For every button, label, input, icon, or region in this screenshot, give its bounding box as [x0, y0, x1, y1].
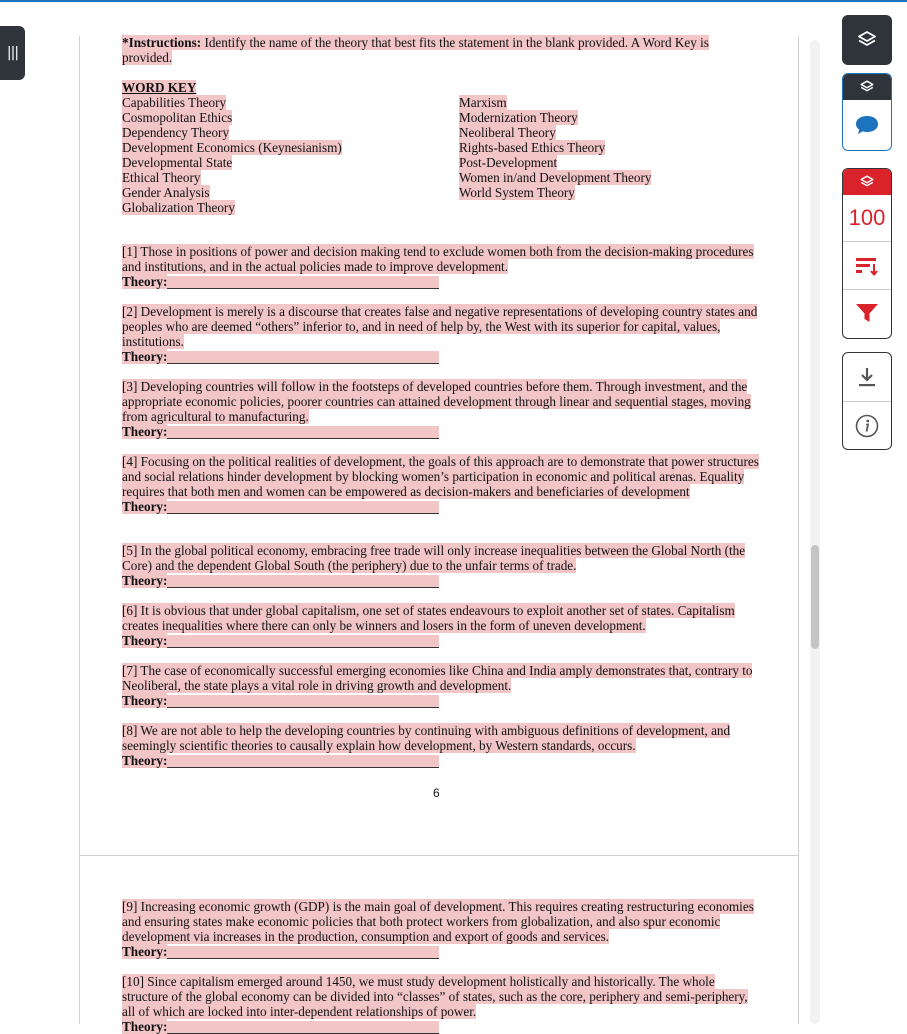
- question-text: [1] Those in positions of power and decision making tend to exclude women both from the decision-making procedures and institutions, and in the actual policies made to improve development.: [122, 244, 754, 274]
- page-border-right: [798, 36, 799, 1024]
- word-key-item: Women in/and Development Theory: [459, 170, 652, 185]
- highlight-count-value: 100: [848, 205, 886, 230]
- filter-button[interactable]: [843, 289, 891, 336]
- theory-label: Theory:: [122, 573, 168, 588]
- question-item: [122, 974, 762, 1034]
- answer-blank[interactable]: [167, 426, 439, 439]
- answer-blank[interactable]: [167, 351, 439, 364]
- download-icon: [856, 365, 878, 389]
- word-key-item: Capabilities Theory: [122, 95, 227, 110]
- instructions-label: *Instructions:: [122, 35, 202, 50]
- question-text: [5] In the global political economy, embracing free trade will only increase inequalities between the Global North (the Core) and the dependent Global South (the periphery) due to the unfair terms of trade.: [122, 543, 746, 573]
- scrollbar-thumb[interactable]: [811, 545, 819, 649]
- theory-label: Theory:: [122, 424, 168, 439]
- answer-blank[interactable]: [167, 635, 439, 648]
- word-key-right-column: [459, 95, 651, 200]
- page-separator: [79, 855, 799, 856]
- answer-blank[interactable]: [167, 946, 439, 959]
- theory-label: Theory:: [122, 274, 168, 289]
- theory-label: Theory:: [122, 944, 168, 959]
- word-key-item: Globalization Theory: [122, 200, 235, 215]
- answer-blank[interactable]: [167, 695, 439, 708]
- question-text: [9] Increasing economic growth (GDP) is the main goal of development. This requires creating restructuring economies and ensuring states make economic policies that both protect workers from globalization, and also spur economic development via increases in the production, consumption and export of goods and services.: [122, 899, 754, 944]
- layers-icon: [859, 79, 875, 95]
- word-key-item: Developmental State: [122, 155, 233, 170]
- page-border-left: [79, 36, 80, 1024]
- question-item: [122, 723, 762, 768]
- question-item: [122, 603, 762, 648]
- question-text: [4] Focusing on the political realities of development, the goals of this approach are to demonstrate that power structures and social relations hinder development by blocking women’s participation in economic and political arenas. Equality requires that both men and women can be empowered as decision-makers and beneficiaries of development: [122, 454, 759, 499]
- word-key-item: Ethical Theory: [122, 170, 201, 185]
- layers-icon: [859, 174, 875, 190]
- word-key-item: Post-Development: [459, 155, 558, 170]
- top-accent-line: [0, 0, 907, 2]
- sort-button[interactable]: [843, 241, 891, 289]
- word-key-item: World System Theory: [459, 185, 575, 200]
- download-button[interactable]: [843, 353, 891, 401]
- scrollbar-track[interactable]: [810, 40, 820, 1024]
- word-key-item: Rights-based Ethics Theory: [459, 140, 606, 155]
- theory-label: Theory:: [122, 1019, 168, 1034]
- highlights-panel-group: [842, 168, 892, 339]
- word-key-item: Neoliberal Theory: [459, 125, 556, 140]
- word-key-item: Dependency Theory: [122, 125, 230, 140]
- sidebar-toggle-button[interactable]: |||: [0, 26, 25, 80]
- question-text: [8] We are not able to help the developing countries by continuing with ambiguous definitions of development, and seemingly scientific theories to causally explain how development, by Western standards, occurs.: [122, 723, 731, 753]
- info-icon: [854, 413, 880, 439]
- comments-button[interactable]: [843, 100, 891, 149]
- question-item: [122, 244, 762, 289]
- answer-blank[interactable]: [167, 276, 439, 289]
- question-text: [10] Since capitalism emerged around 1450, we must study development holistically and historically. The whole structure of the global economy can be divided into “classes” of states, such as the core, periphery and semi-periphery, all of which are locked into inter-dependent relationships of power.: [122, 974, 748, 1019]
- theory-label: Theory:: [122, 349, 168, 364]
- sort-icon: [854, 255, 880, 277]
- layers-button[interactable]: [842, 15, 892, 65]
- question-text: [6] It is obvious that under global capitalism, one set of states endeavours to exploit another set of states. Capitalism creates inequalities where there can only be winners and losers in the form of uneven development.: [122, 603, 735, 633]
- instructions: [122, 35, 762, 65]
- comment-icon: [854, 114, 880, 136]
- word-key-left-column: [122, 95, 342, 215]
- theory-label: Theory:: [122, 753, 168, 768]
- word-key-item: Gender Analysis: [122, 185, 210, 200]
- theory-label: Theory:: [122, 633, 168, 648]
- question-item: [122, 899, 762, 959]
- instructions-text: Identify the name of the theory that best fits the statement in the blank provided. A Word Key is provided.: [122, 35, 709, 65]
- word-key-item: Development Economics (Keynesianism): [122, 140, 342, 155]
- question-text: [3] Developing countries will follow in the footsteps of developed countries before them. Through investment, and the appropriate economic policies, poorer countries can attained development through linear and sequential stages, moving from agricultural to manufacturing.: [122, 379, 751, 424]
- question-item: [122, 454, 762, 514]
- utility-panel-group: [842, 352, 892, 450]
- answer-blank[interactable]: [167, 501, 439, 514]
- answer-blank[interactable]: [167, 1021, 439, 1034]
- question-text: [2] Development is merely is a discourse that creates false and negative representations of developing country states and peoples who are deemed “others” inferior to, and in need of help by, the West with its superior for capital, values, institutions.: [122, 304, 758, 349]
- question-item: [122, 663, 762, 708]
- word-key-item: Modernization Theory: [459, 110, 578, 125]
- question-item: [122, 379, 762, 439]
- answer-blank[interactable]: [167, 575, 439, 588]
- comments-group-header: [843, 74, 891, 100]
- question-text: [7] The case of economically successful emerging economies like China and India amply demonstrates that, contrary to Neoliberal, the state plays a vital role in driving growth and development.: [122, 663, 753, 693]
- layers-icon: [856, 29, 878, 51]
- info-button[interactable]: [843, 401, 891, 449]
- highlight-count: [843, 195, 891, 241]
- theory-label: Theory:: [122, 693, 168, 708]
- theory-label: Theory:: [122, 499, 168, 514]
- question-item: [122, 543, 762, 588]
- highlights-group-header: [843, 169, 891, 195]
- word-key-item: Marxism: [459, 95, 507, 110]
- question-item: [122, 304, 762, 364]
- answer-blank[interactable]: [167, 755, 439, 768]
- filter-icon: [855, 302, 879, 324]
- word-key-item: Cosmopolitan Ethics: [122, 110, 233, 125]
- word-key: [122, 80, 762, 215]
- comments-panel-group: [842, 73, 892, 151]
- page-number: 6: [433, 786, 440, 800]
- word-key-heading: WORD KEY: [122, 80, 197, 95]
